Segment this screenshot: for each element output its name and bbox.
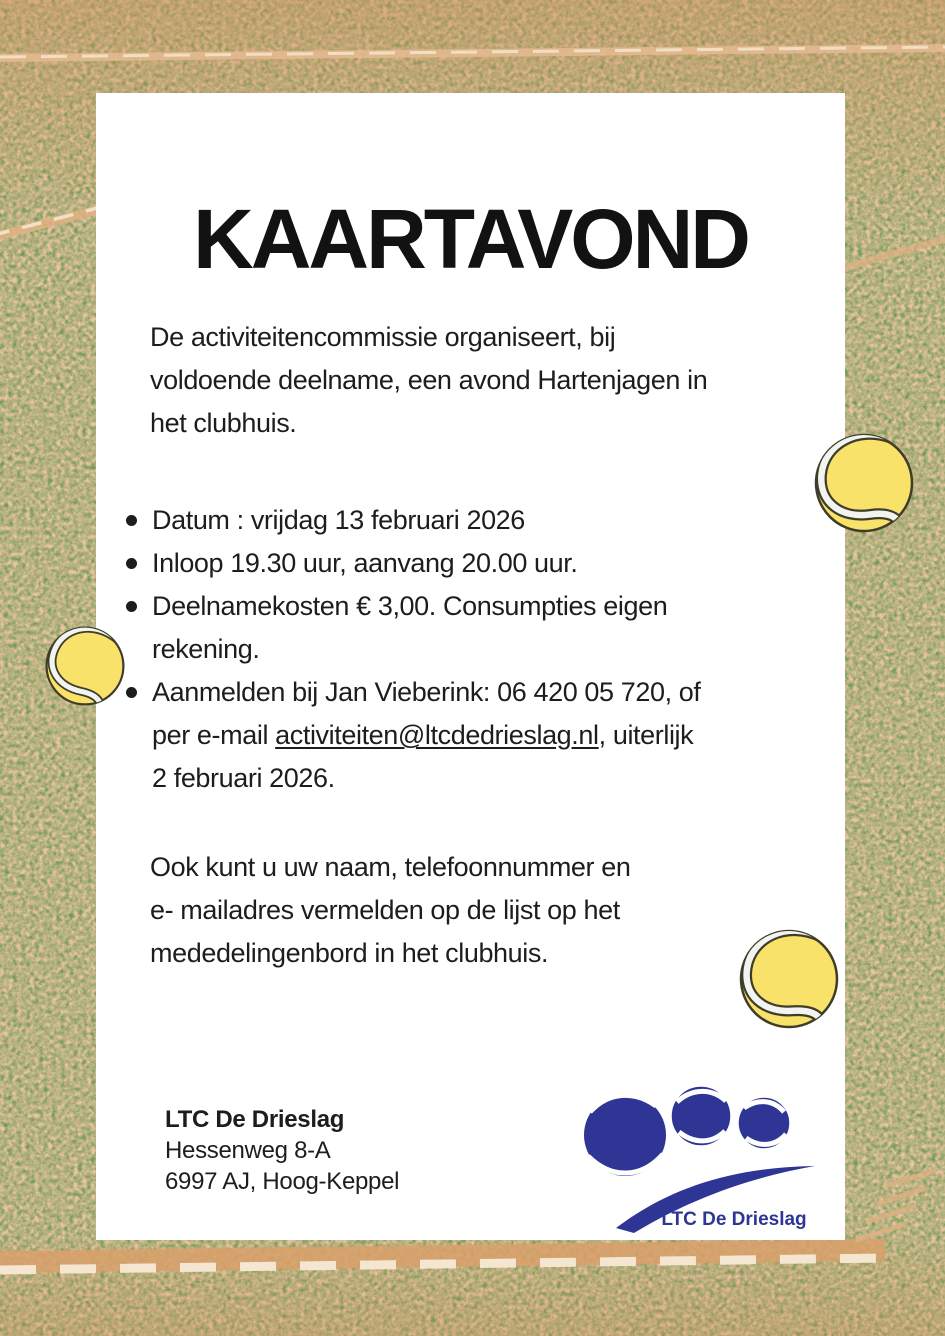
note-line: e- mailadres vermelden op de lijst op het [150, 895, 620, 925]
tennis-ball-icon [734, 924, 844, 1034]
flyer-card [96, 93, 845, 1240]
note-line: mededelingenbord in het clubhuis. [150, 938, 549, 968]
bullet-item-signup [126, 671, 701, 800]
bullet-text: Deelnamekosten € 3,00. Consumpties eigen [152, 591, 668, 621]
intro-paragraph [150, 316, 707, 445]
intro-line: voldoende deelname, een avond Hartenjagen in [150, 365, 708, 395]
bullet-item-costs [126, 585, 701, 671]
three-tennis-balls-swoosh-logo [576, 1068, 816, 1233]
tennis-ball-icon [41, 622, 129, 710]
note-paragraph [150, 846, 630, 975]
bullet-text: Datum : vrijdag 13 februari 2026 [152, 505, 525, 535]
note-line: Ook kunt u uw naam, telefoonnummer en [150, 852, 631, 882]
intro-line: het clubhuis. [150, 408, 297, 438]
page-title: KAARTAVOND [193, 192, 748, 286]
club-city: 6997 AJ, Hoog-Keppel [165, 1168, 400, 1195]
bullet-dot [126, 558, 137, 569]
bullet-text: 2 februari 2026. [152, 763, 335, 793]
email-link[interactable]: activiteiten@ltcdedrieslag.nl [275, 720, 599, 750]
bullet-dot [126, 601, 137, 612]
tennis-ball-icon [809, 428, 919, 538]
details-bullet-list [126, 499, 701, 800]
club-address-block [165, 1104, 399, 1197]
bullet-text: Aanmelden bij Jan Vieberink: 06 420 05 720, of [152, 677, 701, 707]
bullet-text: Inloop 19.30 uur, aanvang 20.00 uur. [152, 548, 578, 578]
bullet-item-time [126, 542, 701, 585]
bullet-text-segment: , uiterlijk [598, 720, 694, 750]
club-street: Hessenweg 8-A [165, 1137, 331, 1164]
bullet-dot [126, 515, 137, 526]
bullet-item-date [126, 499, 701, 542]
intro-line: De activiteitencommissie organiseert, bij [150, 322, 616, 352]
bullet-text [152, 714, 701, 757]
bullet-text-segment: per e-mail [152, 720, 276, 750]
club-name: LTC De Drieslag [165, 1106, 345, 1133]
logo-text: LTC De Drieslag [661, 1209, 807, 1230]
bullet-text: rekening. [152, 634, 260, 664]
